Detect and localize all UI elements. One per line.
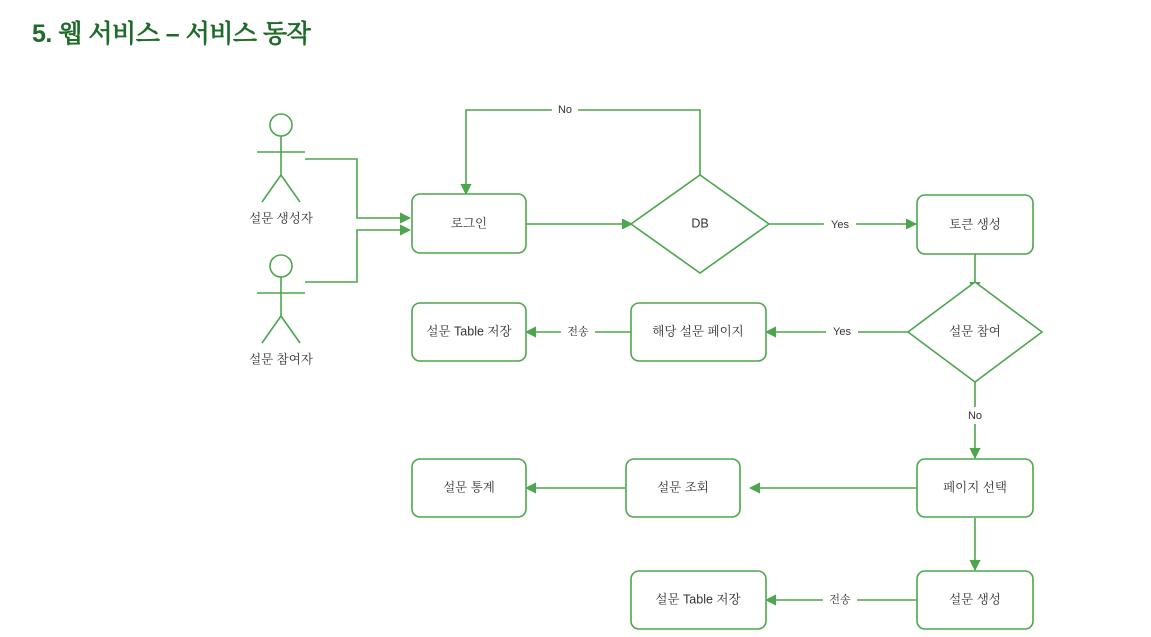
page-title: 5. 웹 서비스 – 서비스 동작: [32, 20, 311, 48]
edge-participant-to-login: [305, 230, 410, 282]
edge-label-no-top-text: No: [557, 103, 573, 116]
node-survey-page[interactable]: [631, 303, 766, 361]
node-survey-lookup-label: 설문 조회: [657, 480, 709, 495]
edge-label-send-2: [823, 592, 857, 609]
actor-survey-participant: [249, 255, 313, 366]
node-survey-lookup[interactable]: [626, 459, 740, 517]
node-login-label: 로그인: [450, 216, 488, 231]
actor-label-participant: 설문 참여자: [249, 352, 313, 367]
node-page-select[interactable]: [917, 459, 1033, 517]
node-save-table-2-label: 설문 Table 저장: [655, 592, 741, 607]
edge-label-yes-db-text: Yes: [831, 218, 849, 231]
node-create-survey[interactable]: [917, 571, 1033, 629]
node-page-select-label: 페이지 선택: [943, 480, 1007, 495]
node-save-table-1-label: 설문 Table 저장: [426, 324, 512, 339]
edge-label-no-join-text: No: [967, 409, 983, 422]
edge-label-send-2-text: 전송: [829, 593, 851, 606]
node-login[interactable]: [412, 194, 526, 253]
actor-survey-creator: [249, 114, 313, 225]
edge-label-yes-db: [824, 216, 856, 233]
edge-label-send-1: [561, 324, 595, 341]
node-db[interactable]: [631, 175, 769, 273]
edge-label-yes-join: [826, 324, 858, 341]
node-token[interactable]: [917, 195, 1033, 254]
node-survey-stats-label: 설문 통계: [443, 480, 495, 495]
node-join-survey[interactable]: [908, 282, 1042, 382]
edge-label-no-top: [552, 101, 578, 118]
edge-label-no-join: [962, 407, 988, 424]
flowchart-svg: [0, 70, 1151, 637]
edge-creator-to-login: [305, 159, 410, 218]
node-survey-stats[interactable]: [412, 459, 526, 517]
node-join-survey-label: 설문 참여: [949, 324, 1001, 339]
node-save-table-1[interactable]: [412, 303, 526, 361]
edge-label-yes-join-text: Yes: [833, 325, 851, 338]
node-token-label: 토큰 생성: [949, 217, 1001, 232]
node-db-label: DB: [691, 216, 709, 231]
node-create-survey-label: 설문 생성: [949, 592, 1001, 607]
node-save-table-2[interactable]: [631, 571, 766, 629]
flowchart-diagram: [0, 70, 1151, 637]
edge-label-send-1-text: 전송: [567, 325, 589, 338]
node-survey-page-label: 해당 설문 페이지: [652, 324, 744, 339]
edge-db-to-login-no: [466, 110, 700, 194]
actor-label-creator: 설문 생성자: [249, 211, 313, 226]
